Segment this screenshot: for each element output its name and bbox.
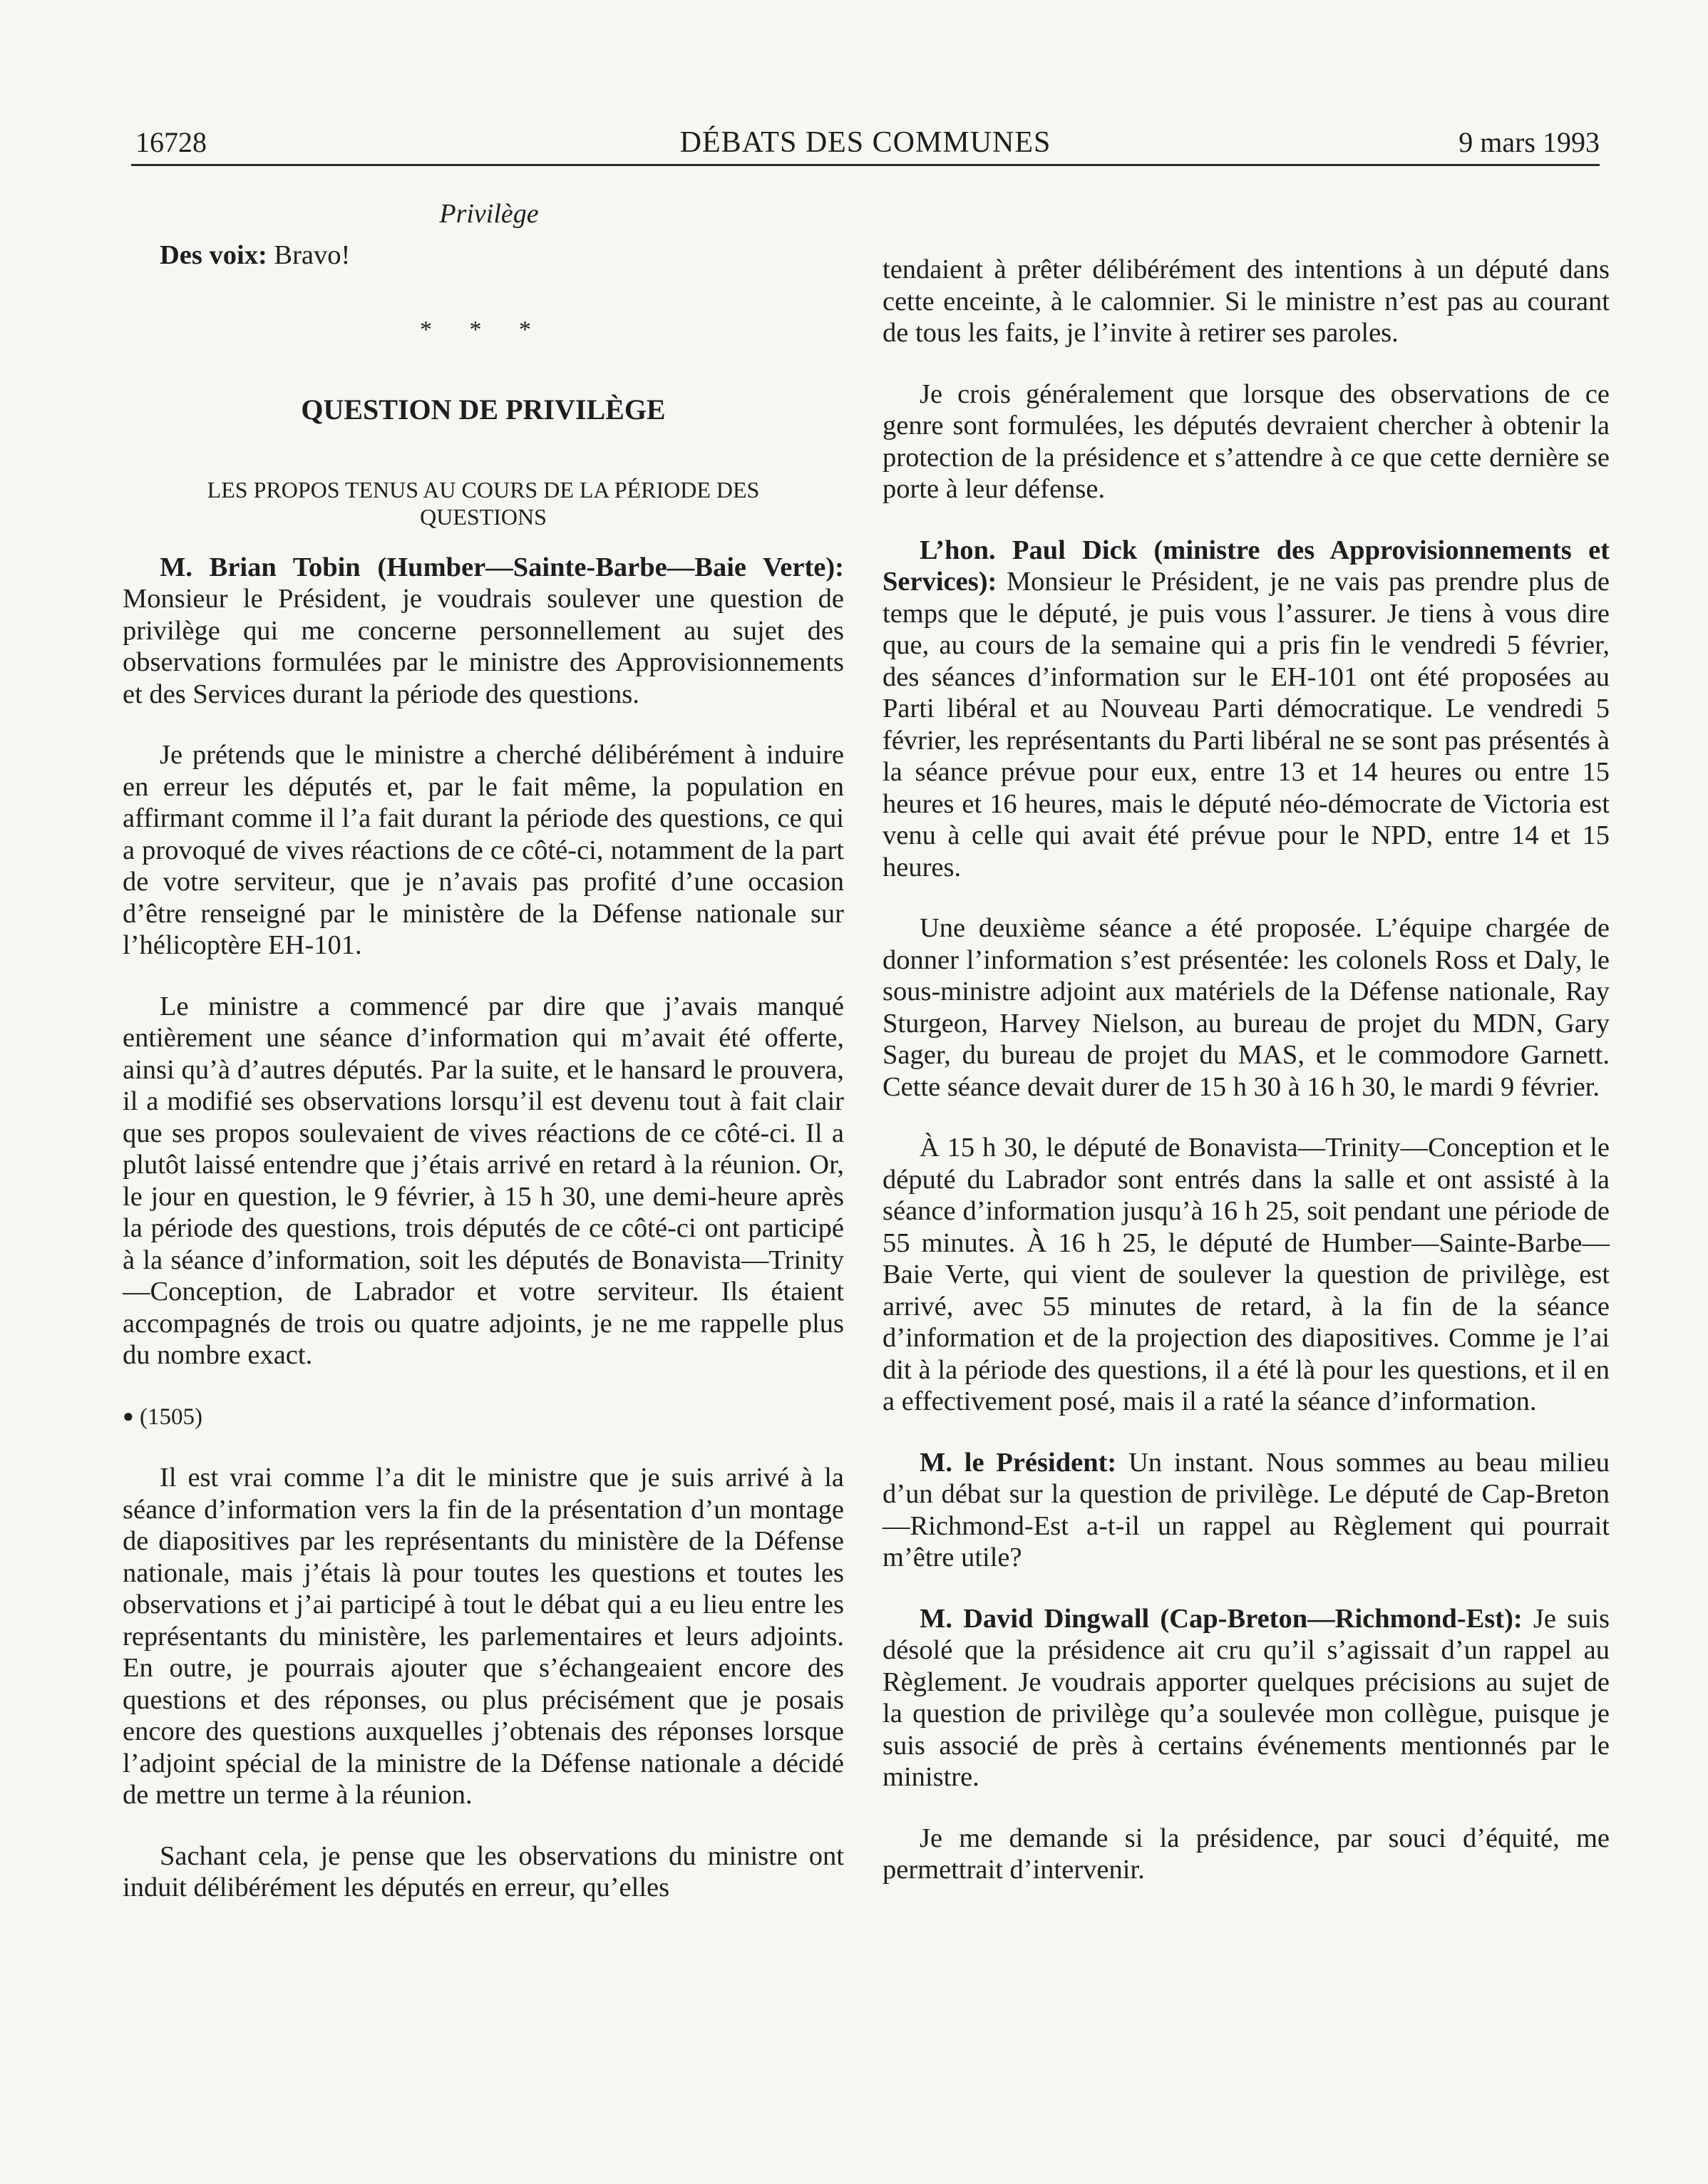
- speaker-name: M. Brian Tobin (Humber—Sainte-Barbe—Baie Verte):: [160, 552, 844, 582]
- speech-text: Monsieur le Président, je ne vais pas prendre plus de temps que le député, je puis vous l’assurer. Je tiens à vous dire que, au cours de la semaine qui a pris fin le vendredi 5 février, des séances d’information sur le EH-101 ont été proposées au Parti libéral et au Nouveau Parti démocratique. Le vendredi 5 février, les représentants du Parti libéral ne se sont pas présentés à la séance prévue pour eux, entre 13 et 14 heures ou entre 15 heures et 16 heures, mais le député néo-démocrate de Victoria est venu à celle qui avait été prévue pour le NPD, entre 14 et 15 heures.: [883, 567, 1610, 882]
- speech-text: Monsieur le Président, je voudrais soulever une question de privilège qui me concerne personnellement au sujet des observations formulées par le ministre des Approvisionnements et des Services durant la période des questions.: [123, 584, 844, 709]
- time-marker-text: (1505): [139, 1403, 202, 1430]
- speech-paragraph: tendaient à prêter délibérément des intentions à un député dans cette enceinte, à le calomnier. Si le ministre n’est pas au courant de tous les faits, je l’invite à retirer ses paroles.: [883, 254, 1610, 348]
- time-marker: [123, 1401, 844, 1433]
- speech-paragraph: [883, 535, 1610, 884]
- speaker-name: M. David Dingwall (Cap-Breton—Richmond-Est):: [920, 1603, 1523, 1634]
- speech-paragraph: [883, 1603, 1610, 1793]
- speech-text: Je suis désolé que la présidence ait cru qu’il s’agissait d’un rappel au Règlement. Je voudrais apporter quelques précisions au sujet de la question de privilège qu’a soulevée mon collègue, puisque je suis associé de près à certains événements mentionnés par le ministre.: [883, 1603, 1610, 1792]
- publication-title: DÉBATS DES COMMUNES: [679, 126, 1051, 159]
- speech-paragraph: Le ministre a commencé par dire que j’avais manqué entièrement une séance d’information qui m’avait été offerte, ainsi qu’à d’autres députés. Par la suite, et le hansard le prouvera, il a modifié ses observations lorsqu’il est devenu tout à fait clair que ses propos soulevaient de vives réactions de ce côté-ci. Il a plutôt laissé entendre que j’étais arrivé en retard à la réunion. Or, le jour en question, le 9 février, à 15 h 30, une demi-heure après la période des questions, trois députés de ce côté-ci ont participé à la séance d’information, soit les députés de Bonavista—Trinity—Conception, de Labrador et votre serviteur. Ils étaient accompagnés de trois ou quatre adjoints, je ne me rappelle plus du nombre exact.: [123, 991, 844, 1370]
- speech-paragraph: Sachant cela, je pense que les observations du ministre ont induit délibérément les députés en erreur, qu’elles: [123, 1840, 844, 1902]
- header-rule: [131, 164, 1600, 166]
- speech-paragraph: Il est vrai comme l’a dit le ministre que je suis arrivé à la séance d’information vers la fin de la présentation d’un montage de diapositives par les représentants du ministère de la Défense nationale, mais j’étais là pour toutes les questions et toutes les observations et j’ai participé à tout le débat qui a eu lieu entre les représentants du ministère, les parlementaires et leurs adjoints. En outre, je pourrais ajouter que s’échangeaient encore des questions et des réponses, ou plus précisément que je posais encore des questions auxquelles j’obtenais des réponses lorsque l’adjoint spécial de la ministre de la Défense nationale a décidé de mettre un terme à la réunion.: [123, 1463, 844, 1810]
- running-head: Privilège: [439, 199, 539, 229]
- speech-paragraph: Je me demande si la présidence, par souci d’équité, me permettrait d’intervenir.: [883, 1823, 1610, 1885]
- speech-paragraph: Je prétends que le ministre a cherché délibérément à induire en erreur les députés et, par le fait même, la population en affirmant comme il l’a fait durant la période des questions, ce qui a provoqué de vives réactions de ce côté-ci, notamment de la part de votre serviteur, que je n’avais pas profité d’une occasion d’être renseigné par le ministère de la Défense nationale sur l’hélicoptère EH-101.: [123, 740, 844, 960]
- speech-paragraph: Je crois généralement que lorsque des observations de ce genre sont formulées, les députés devraient chercher à obtenir la protection de la présidence et s’attendre à ce que cette dernière se porte à leur défense.: [883, 378, 1610, 504]
- speaker-name: Des voix:: [160, 240, 267, 270]
- page-header: [131, 121, 1600, 164]
- speech-paragraph: Une deuxième séance a été proposée. L’équipe chargée de donner l’information s’est présentée: les colonels Ross et Daly, le sous-ministre adjoint aux matériels de la Défense nationale, Ray Sturgeon, Harvey Nielson, au bureau de projet du MDN, Gary Sager, du bureau de projet du MAS, et le commodore Garnett. Cette séance devait durer de 15 h 30 à 16 h 30, le mardi 9 février.: [883, 913, 1610, 1102]
- speech-text: Bravo!: [274, 240, 351, 270]
- speaker-name: L’hon. Paul Dick (ministre des Approvisionnements et Services):: [883, 535, 1610, 597]
- bullet-icon: ●: [123, 1405, 134, 1426]
- publication-date: 9 mars 1993: [1459, 126, 1600, 158]
- speech-text: Un instant. Nous sommes au beau milieu d’un débat sur la question de privilège. Le député de Cap-Breton—Richmond-Est a-t-il un rappel au Règlement qui pourrait m’être utile?: [883, 1447, 1610, 1572]
- left-column: [123, 239, 844, 1904]
- section-heading: QUESTION DE PRIVILÈGE: [301, 393, 666, 426]
- page-number: 16728: [135, 126, 207, 158]
- voices-paragraph: [123, 239, 844, 272]
- speech-paragraph: [883, 1447, 1610, 1574]
- right-column: [883, 254, 1610, 1886]
- speaker-name: M. le Président:: [920, 1447, 1117, 1478]
- section-subheading: LES PROPOS TENUS AU COURS DE LA PÉRIODE DES QUESTIONS: [207, 476, 760, 530]
- speech-paragraph: [123, 552, 844, 711]
- speech-paragraph: À 15 h 30, le député de Bonavista—Trinity—Conception et le député du Labrador sont entrés dans la salle et ont assisté à la séance d’information jusqu’à 16 h 25, soit pendant une période de 55 minutes. À 16 h 25, le député de Humber—Sainte-Barbe—Baie Verte, qui vient de soulever la question de privilège, est arrivé, avec 55 minutes de retard, à la fin de la séance d’information et de la projection des diapositives. Comme je l’ai dit à la période des questions, il a été là pour les questions, et il en a effectivement posé, mais il a raté la séance d’information.: [883, 1133, 1610, 1416]
- section-separator: * * *: [420, 316, 547, 343]
